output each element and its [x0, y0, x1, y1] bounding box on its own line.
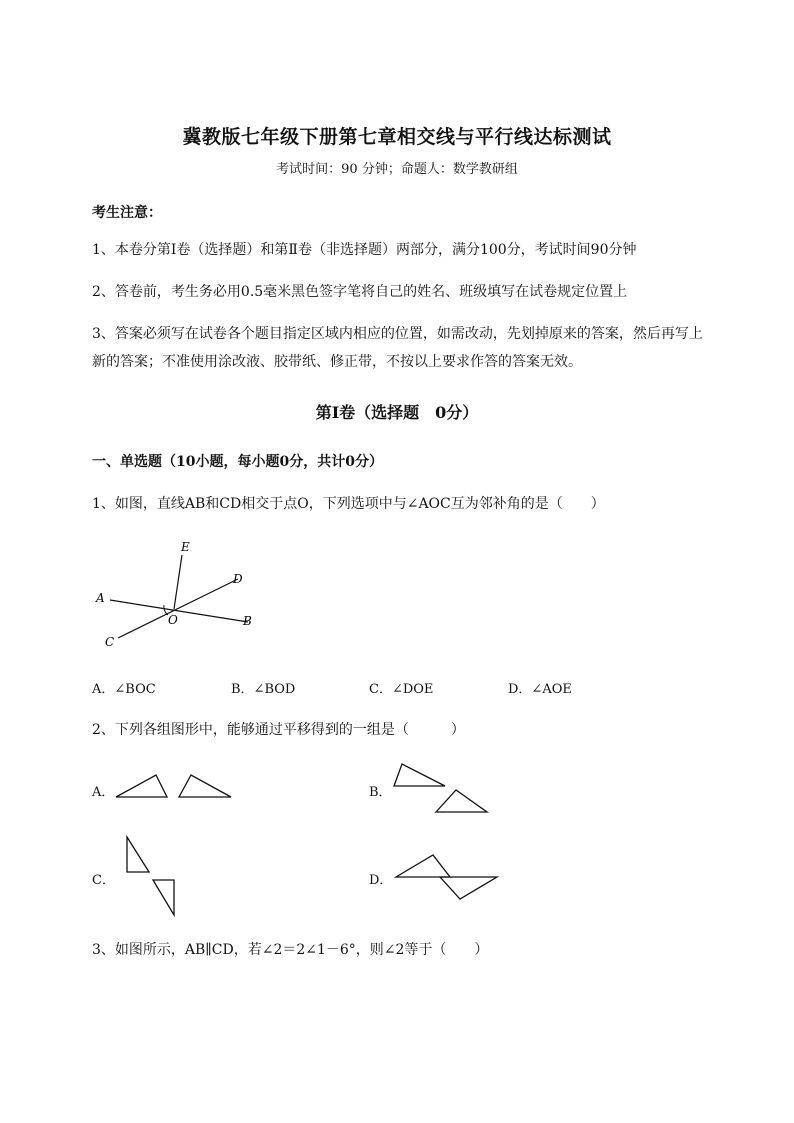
question-1-text: 1、如图，直线AB和CD相交于点O，下列选项中与∠AOC互为邻补角的是（ ）	[92, 496, 605, 512]
notice-item-1: 1、本卷分第Ⅰ卷（选择题）和第Ⅱ卷（非选择题）两部分，满分100分，考试时间90分钟	[92, 242, 637, 258]
q2-option-c[interactable]: C．	[92, 873, 115, 888]
q1-option-d[interactable]: D．∠AOE	[508, 682, 572, 697]
label-b: B	[243, 614, 252, 628]
q2-option-c-figure	[122, 833, 182, 921]
question-1-figure	[90, 535, 280, 655]
q2-option-a[interactable]: A．	[92, 785, 115, 800]
question-3-text: 3、如图所示，AB∥CD，若∠2＝2∠1－6°，则∠2等于（ ）	[92, 942, 489, 958]
exam-info: 考试时间：90 分钟；命题人：数学教研组	[276, 162, 518, 177]
q2-option-b[interactable]: B．	[369, 785, 392, 800]
q2-option-a-figure	[112, 768, 237, 804]
label-e: E	[181, 540, 190, 554]
notice-heading: 考生注意：	[92, 205, 162, 221]
notice-item-2: 2、答卷前，考生务必用0.5毫米黑色签字笔将自己的姓名、班级填写在试卷规定位置上	[92, 284, 628, 300]
label-d: D	[233, 572, 243, 586]
question-2-text: 2、下列各组图形中，能够通过平移得到的一组是（ ）	[92, 722, 465, 738]
section-title: 第Ⅰ卷（选择题 0分）	[315, 403, 479, 422]
q1-option-a[interactable]: A．∠BOC	[92, 682, 156, 697]
page-title: 冀教版七年级下册第七章相交线与平行线达标测试	[182, 126, 612, 148]
notice-item-3: 3、答案必须写在试卷各个题目指定区域内相应的位置，如需改动，先划掉原来的答案，然后再写上新的答案；不准使用涂改液、胶带纸、修正带，不按以上要求作答的答案无效。	[92, 326, 703, 370]
q2-option-b-figure	[390, 760, 495, 816]
label-o: O	[168, 613, 178, 627]
q2-option-d[interactable]: D．	[369, 873, 393, 888]
q1-option-c[interactable]: C．∠DOE	[369, 682, 434, 697]
label-c: C	[105, 635, 115, 649]
q2-option-d-figure	[392, 850, 502, 904]
label-a: A	[96, 591, 105, 605]
group-title: 一、单选题（10小题，每小题0分，共计0分）	[92, 454, 383, 470]
q1-option-b[interactable]: B．∠BOD	[231, 682, 296, 697]
